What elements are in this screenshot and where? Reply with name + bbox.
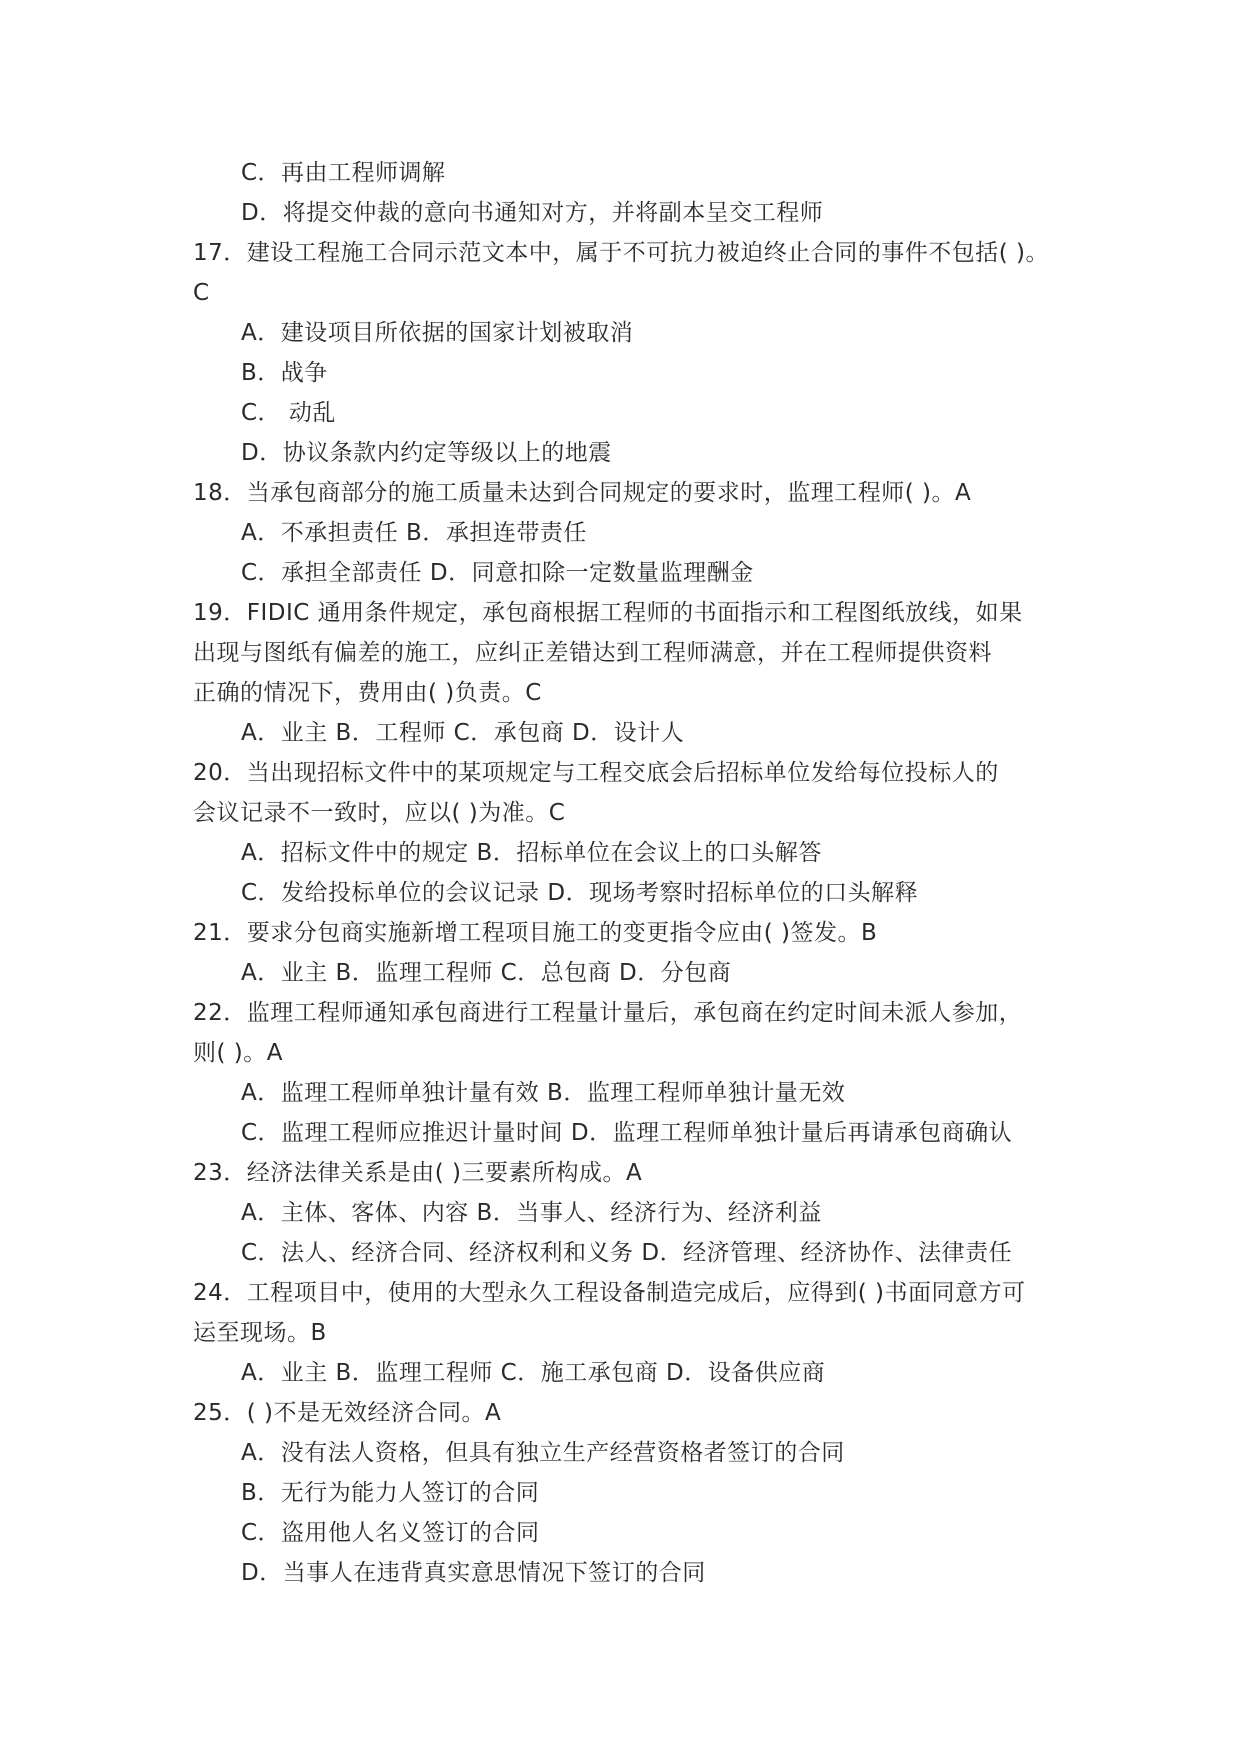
question-line: 出现与图纸有偏差的施工，应纠正差错达到工程师满意，并在工程师提供资料 xyxy=(193,640,992,666)
question-line: 22．监理工程师通知承包商进行工程量计量后，承包商在约定时间未派人参加， xyxy=(193,1000,1023,1026)
question-text-block xyxy=(193,153,1063,1593)
answer-option-line: A．业主 B．监理工程师 C．施工承包商 D．设备供应商 xyxy=(241,1360,826,1386)
answer-option-line: B．战争 xyxy=(241,360,328,386)
answer-option-line: A．业主 B．工程师 C．承包商 D．设计人 xyxy=(241,720,685,746)
question-line: 19．FIDIC 通用条件规定，承包商根据工程师的书面指示和工程图纸放线，如果 xyxy=(193,600,1023,626)
answer-option-line: A．监理工程师单独计量有效 B．监理工程师单独计量无效 xyxy=(241,1080,846,1106)
answer-option-line: D．协议条款内约定等级以上的地震 xyxy=(241,440,612,466)
answer-option-line: C．再由工程师调解 xyxy=(241,160,446,186)
answer-option-line: D．当事人在违背真实意思情况下签订的合同 xyxy=(241,1560,706,1586)
question-line: 24．工程项目中，使用的大型永久工程设备制造完成后，应得到( )书面同意方可 xyxy=(193,1280,1026,1306)
answer-option-line: A．招标文件中的规定 B．招标单位在会议上的口头解答 xyxy=(241,840,822,866)
answer-option-line: A．业主 B．监理工程师 C．总包商 D．分包商 xyxy=(241,960,732,986)
question-line: 正确的情况下，费用由( )负责。C xyxy=(193,680,542,706)
question-line: 21．要求分包商实施新增工程项目施工的变更指令应由( )签发。B xyxy=(193,920,878,946)
question-line: 则( )。A xyxy=(193,1040,283,1066)
question-line: 20．当出现招标文件中的某项规定与工程交底会后招标单位发给每位投标人的 xyxy=(193,760,999,786)
answer-option-line: C． 动乱 xyxy=(241,400,336,426)
question-line: 17．建设工程施工合同示范文本中，属于不可抗力被迫终止合同的事件不包括( )。 xyxy=(193,240,1050,266)
answer-option-line: A．主体、客体、内容 B．当事人、经济行为、经济利益 xyxy=(241,1200,822,1226)
answer-option-line: C．盗用他人名义签订的合同 xyxy=(241,1520,540,1546)
question-line: C xyxy=(193,280,210,306)
question-line: 23．经济法律关系是由( )三要素所构成。A xyxy=(193,1160,643,1186)
answer-option-line: C．法人、经济合同、经济权利和义务 D．经济管理、经济协作、法律责任 xyxy=(241,1240,1013,1266)
question-line: 运至现场。B xyxy=(193,1320,327,1346)
answer-option-line: A．不承担责任 B．承担连带责任 xyxy=(241,520,587,546)
answer-option-line: C．发给投标单位的会议记录 D．现场考察时招标单位的口头解释 xyxy=(241,880,919,906)
answer-option-line: C．承担全部责任 D．同意扣除一定数量监理酬金 xyxy=(241,560,754,586)
answer-option-line: A．建设项目所依据的国家计划被取消 xyxy=(241,320,634,346)
question-line: 会议记录不一致时，应以( )为准。C xyxy=(193,800,566,826)
answer-option-line: D．将提交仲裁的意向书通知对方，并将副本呈交工程师 xyxy=(241,200,824,226)
answer-option-line: C．监理工程师应推迟计量时间 D．监理工程师单独计量后再请承包商确认 xyxy=(241,1120,1013,1146)
question-line: 18．当承包商部分的施工质量未达到合同规定的要求时，监理工程师( )。A xyxy=(193,480,972,506)
answer-option-line: B．无行为能力人签订的合同 xyxy=(241,1480,540,1506)
question-line: 25．( )不是无效经济合同。A xyxy=(193,1400,502,1426)
answer-option-line: A．没有法人资格，但具有独立生产经营资格者签订的合同 xyxy=(241,1440,845,1466)
